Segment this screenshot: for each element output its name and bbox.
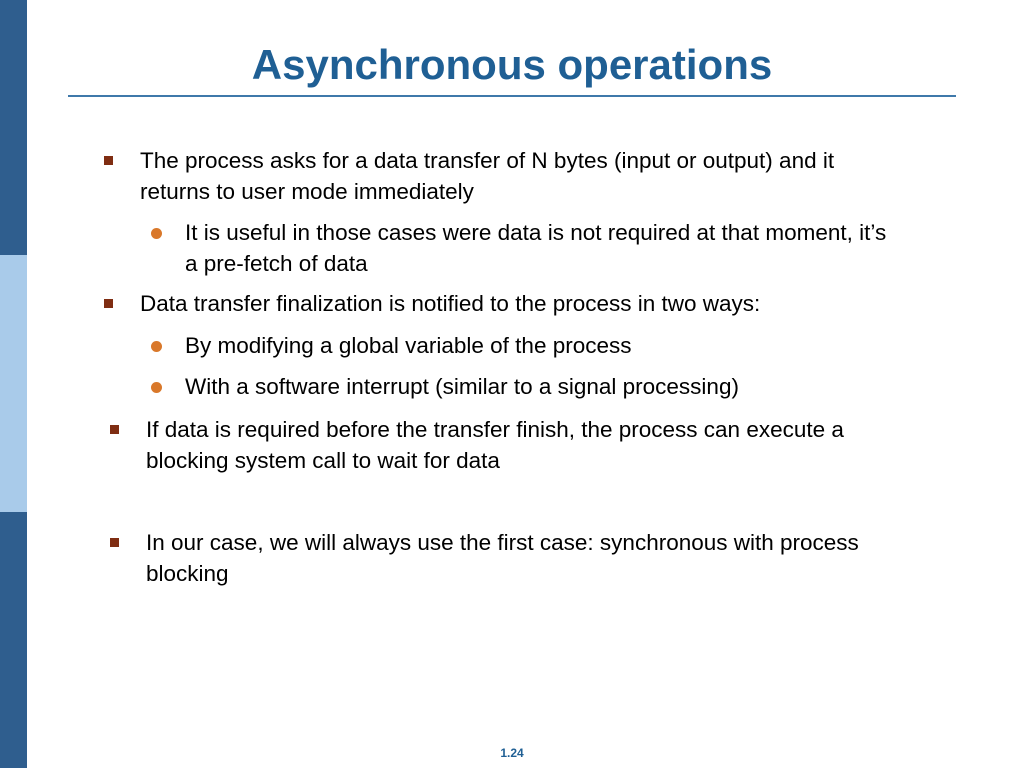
bullet-4-line-2: blocking [146,561,229,586]
strip-bottom-segment [0,512,27,768]
round-bullet-icon [151,228,162,239]
bullet-1-line-2: returns to user mode immediately [140,179,474,204]
page-number: 1.24 [500,746,524,760]
left-accent-strip [0,0,27,768]
sub-bullet-1-1-line-1: It is useful in those cases were data is not required at that moment, it’s [185,220,887,245]
sub-bullet-2-2-line-1: With a software interrupt (similar to a signal processing) [185,374,739,399]
round-bullet-icon [151,341,162,352]
square-bullet-icon [104,299,113,308]
bullet-1-line-1: The process asks for a data transfer of N bytes (input or output) and it [140,148,835,173]
slide-title: Asynchronous operations [251,41,773,88]
title-underline [68,95,956,97]
square-bullet-icon [110,538,119,547]
sub-bullet-2-1-line-1: By modifying a global variable of the process [185,333,632,358]
bullet-4-line-1: In our case, we will always use the first case: synchronous with process [146,530,859,555]
sub-bullet-1-1-line-2: a pre-fetch of data [185,251,368,276]
square-bullet-icon [110,425,119,434]
strip-top-segment [0,0,27,255]
round-bullet-icon [151,382,162,393]
bullet-3-line-2: blocking system call to wait for data [146,448,500,473]
strip-middle-segment [0,255,27,512]
square-bullet-icon [104,156,113,165]
bullet-2-line-1: Data transfer finalization is notified to the process in two ways: [140,291,761,316]
bullet-3-line-1: If data is required before the transfer finish, the process can execute a [146,417,844,442]
